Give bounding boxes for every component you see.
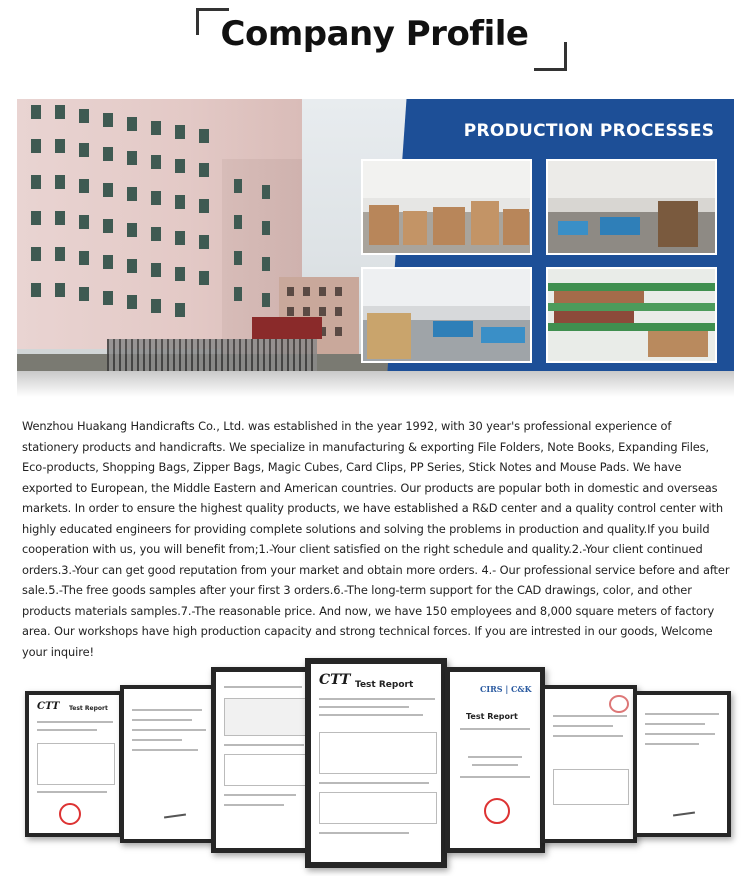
certificate-3: [211, 667, 315, 853]
photo-workers-assembly: [546, 159, 717, 255]
title-bracket-bottom-right: [534, 42, 567, 71]
gate-sign: [252, 317, 322, 339]
photo-packing-floor: [361, 267, 532, 363]
production-processes-title: PRODUCTION PROCESSES: [463, 121, 715, 141]
certificate-1: [25, 691, 123, 837]
factory-gate: [107, 339, 317, 371]
certificate-6: [541, 685, 637, 843]
certificate-logo: CTT: [319, 672, 351, 688]
certificate-5: [445, 667, 545, 853]
certificate-2: [120, 685, 216, 843]
certificate-heading: Test Report: [69, 705, 108, 712]
certificate-heading: Test Report: [466, 712, 518, 721]
banner-shadow: [17, 371, 734, 397]
title-section: [0, 0, 749, 80]
certificate-logo: CTT: [37, 701, 60, 712]
factory-banner: [17, 99, 734, 371]
certificate-logo: CIRS | C&K: [480, 684, 532, 694]
certificate-4: [305, 658, 447, 868]
certificates-row: [0, 655, 749, 876]
photo-warehouse-boxes: [361, 159, 532, 255]
company-description: Wenzhou Huakang Handicrafts Co., Ltd. was established in the year 1992, with 30 year's professional experience of stationery products and handicrafts. We specialize in manufacturing & exporting File Folders, Note Books, Expanding Files, Eco-products, Shopping Bags, Zipper Bags, Magic Cubes, Card Clips, PP Series, Stick Notes and Mouse Pads. We have exported to European, the Middle Eastern and American countries. Our products are popular both in domestic and overseas markets. In order to ensure the highest quality products, we have established a R&D center and a quality control center with highly educated engineers for providing complete solutions and solving the problems in production and quality.If you build cooperation with us, you will benefit from;1.-Your client satisfied on the right schedule and quality.2.-Your client continued orders.3.-Your can get good reputation from your market and obtain more orders. 4.- Our professional service before and after sale.5.-The free goods samples after your first 3 orders.6.-The long-term support for the CAD drawings, color, and other products materials samples.7.-The reasonable price. And now, we have 150 employees and 8,000 square meters of factory area. Our workshops have high production capacity and strong technical forces. If you are intrested in our goods, Welcome your inquire!: [22, 419, 730, 659]
page-title: Company Profile: [220, 14, 529, 54]
photo-showroom-shelves: [546, 267, 717, 363]
certificate-7: [633, 691, 731, 837]
certificate-heading: Test Report: [355, 680, 414, 690]
